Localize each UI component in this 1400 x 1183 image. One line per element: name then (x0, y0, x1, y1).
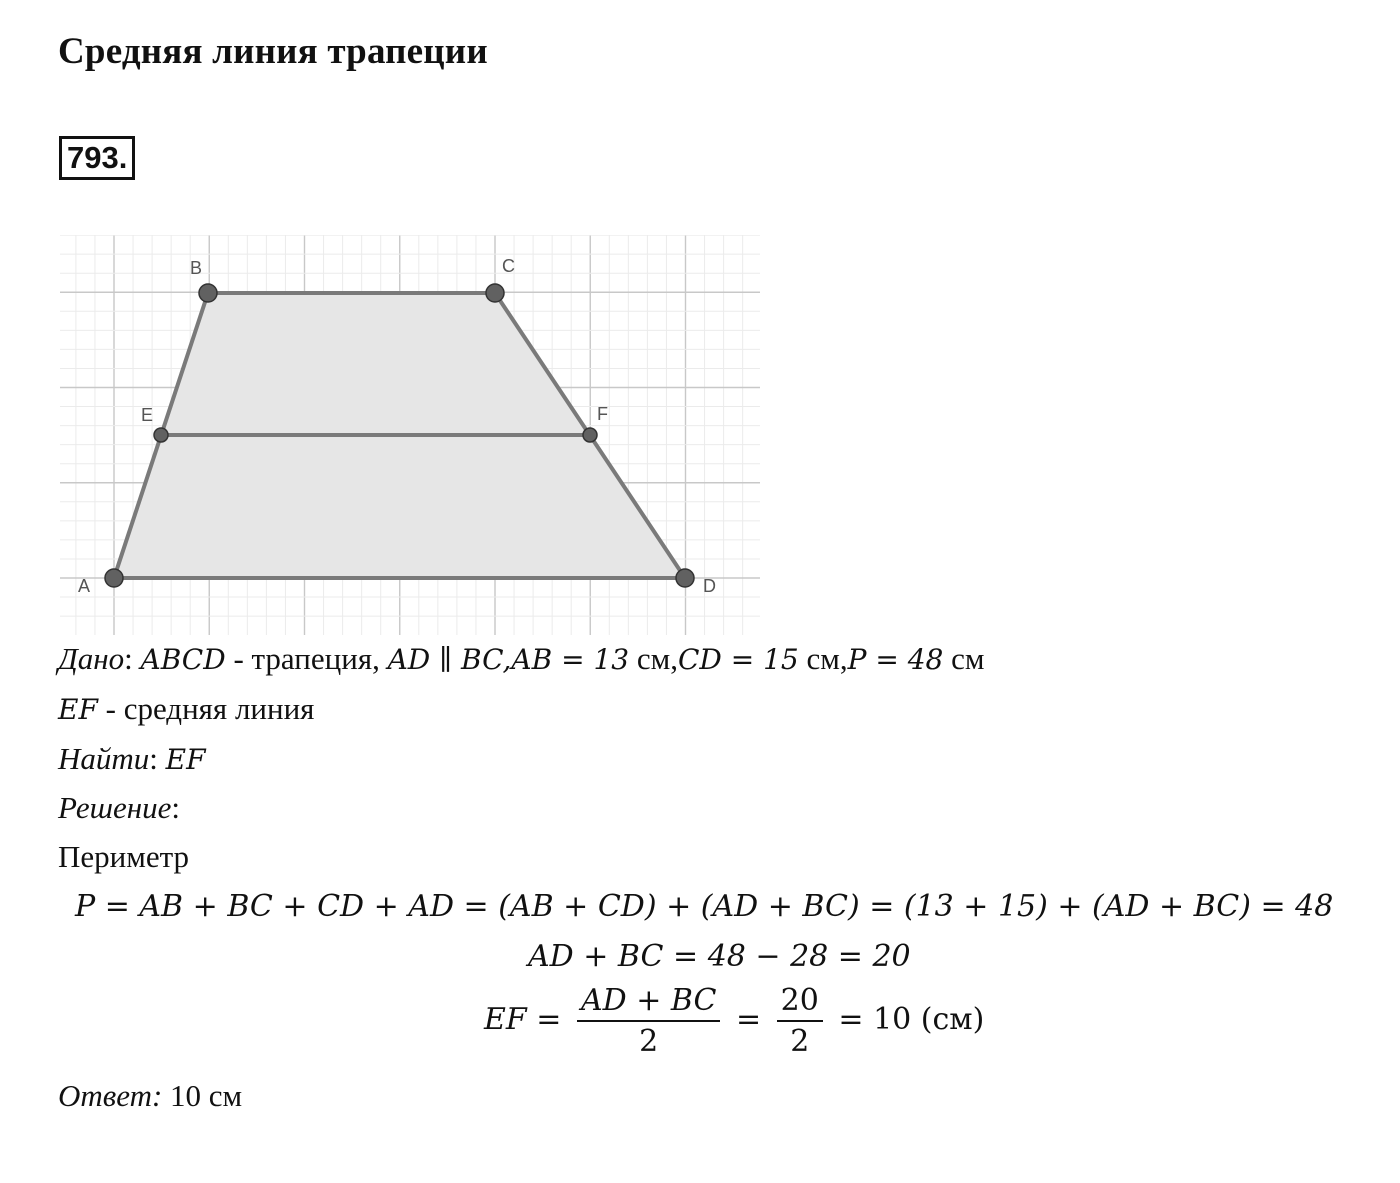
fraction-20-2: $\frac{20}{2}$ (777, 983, 823, 1059)
figure-name: ABCD (140, 643, 226, 676)
parallel-condition: AD ∥ BC, (387, 643, 512, 676)
trapezoid-figure (60, 235, 760, 635)
point-e (154, 428, 168, 442)
task-number-box: 793. (59, 136, 135, 180)
page-title: Средняя линия трапеции (58, 31, 488, 72)
label-d: D (703, 576, 716, 596)
fraction-ad-bc: $\frac{AD + BC}{2}$ (577, 983, 720, 1059)
answer-value: 10 см (162, 1078, 243, 1113)
solution-label: Решение (58, 790, 172, 825)
perimeter-value: P = 48 (847, 643, 944, 676)
given-label: Дано (58, 641, 125, 676)
point-d (676, 569, 694, 587)
point-f (583, 428, 597, 442)
equation-midline: EF = $\frac{AD + BC}{2}$ = $\frac{20}{2}$ = 10 (см) (484, 983, 985, 1059)
equation-perimeter: P = AB + BC + CD + AD = (AB + CD) + (AD + BC) = (13 + 15) + (AD + BC) = 48 (75, 889, 1334, 924)
equation-sum: AD + BC = 48 − 28 = 20 (528, 939, 911, 974)
find-line: Найти: EF (58, 741, 206, 776)
label-f: F (597, 404, 608, 424)
label-e: E (141, 405, 154, 425)
answer-label: Ответ: (58, 1078, 163, 1113)
find-label: Найти (58, 741, 150, 776)
point-b (199, 284, 217, 302)
find-target: EF (165, 743, 206, 776)
answer-line (58, 1078, 242, 1114)
cd-value: CD = 15 (677, 643, 799, 676)
point-a (105, 569, 123, 587)
label-a: A (78, 576, 91, 596)
solution-line: Решение: (58, 790, 180, 825)
midline-segment: EF (58, 693, 98, 726)
point-c (486, 284, 504, 302)
label-b: B (190, 258, 203, 278)
ab-value: AB = 13 (511, 643, 630, 676)
label-c: C (502, 256, 515, 276)
midline-line: EF - средняя линия (58, 691, 315, 726)
perimeter-word: Периметр (58, 839, 190, 874)
given-line: Дано: ABCD - трапеция, AD ∥ BC,AB = 13 см,CD = 15 см,P = 48 см (58, 641, 985, 676)
